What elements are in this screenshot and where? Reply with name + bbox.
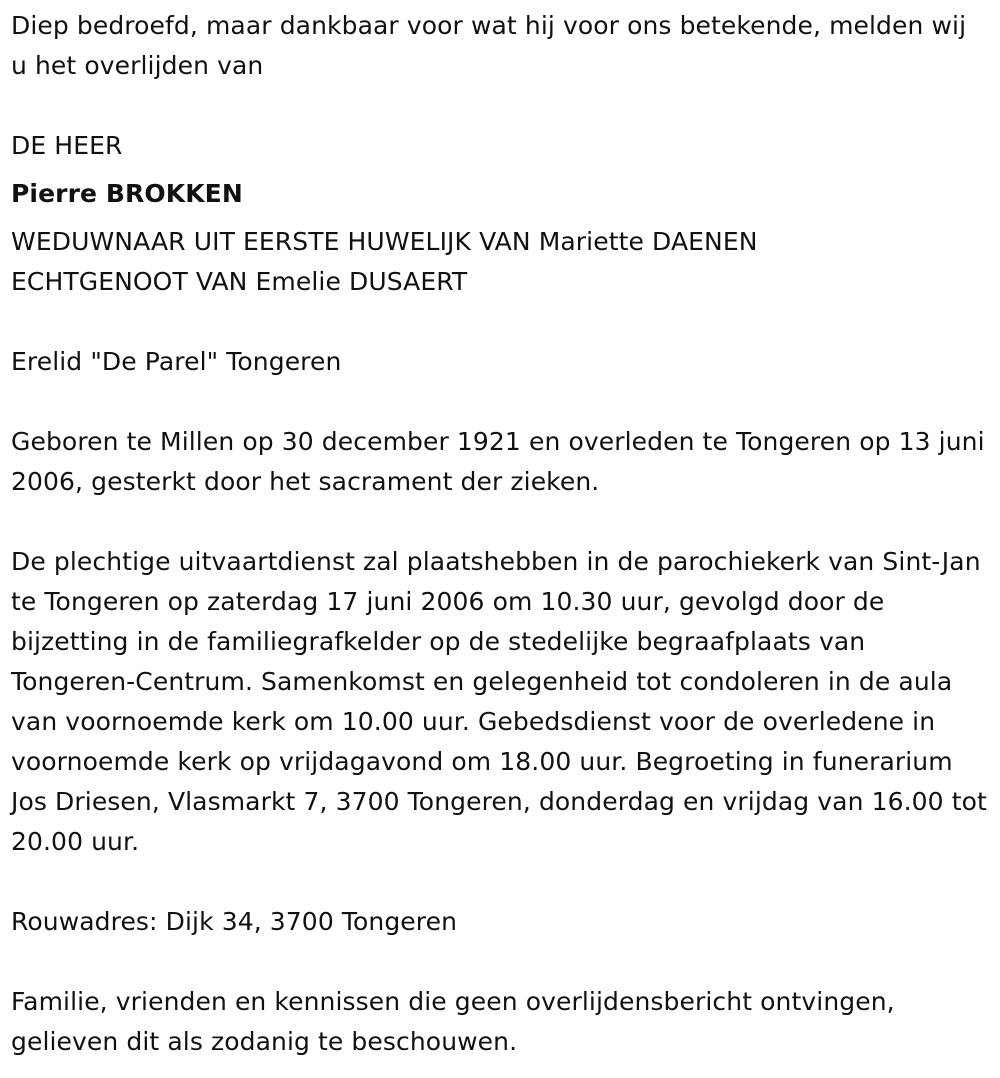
funeral-details-text: De plechtige uitvaartdienst zal plaatshebben in de parochiekerk van Sint-Jan te Tongeren op zaterdag 17 juni 2006 om 10.30 uur, gevolgd door de bijzetting in de familiegrafkelder op de stedelijke begraafplaats van Tongeren-Centrum. Samenkomst en gelegenheid tot condoleren in de aula van voornoemde kerk om 10.00 uur. Gebedsdienst voor de overledene in voornoemde kerk op vrijdagavond om 18.00 uur. Begroeting in funerarium Jos Driesen, Vlasmarkt 7, 3700 Tongeren, donderdag en vrijdag van 16.00 tot 20.00 uur. xyxy=(11,547,987,856)
relation-spouse: ECHTGENOOT VAN Emelie DUSAERT xyxy=(11,267,468,296)
spacer xyxy=(11,942,988,982)
deceased-name: Pierre BROKKEN xyxy=(11,179,243,208)
honorific-title: DE HEER xyxy=(11,131,123,160)
mourning-address: Rouwadres: Dijk 34, 3700 Tongeren xyxy=(11,907,458,936)
membership-text: Erelid "De Parel" Tongeren xyxy=(11,347,342,376)
spacer xyxy=(11,214,988,222)
intro-text: Diep bedroefd, maar dankbaar voor wat hij voor ons betekende, melden wij u het overlijden van xyxy=(11,11,967,80)
spacer xyxy=(11,862,988,902)
spacer xyxy=(11,302,988,342)
spacer xyxy=(11,382,988,422)
spacer xyxy=(11,502,988,542)
spacer xyxy=(11,166,988,174)
closing-text: Familie, vrienden en kennissen die geen overlijdensbericht ontvingen, gelieven dit als zodanig te beschouwen. xyxy=(11,987,895,1056)
relation-first-marriage: WEDUWNAAR UIT EERSTE HUWELIJK VAN Mariette DAENEN xyxy=(11,227,758,256)
spacer xyxy=(11,86,988,126)
birth-death-text: Geboren te Millen op 30 december 1921 en overleden te Tongeren op 13 juni 2006, gesterkt door het sacrament der zieken. xyxy=(11,427,985,496)
